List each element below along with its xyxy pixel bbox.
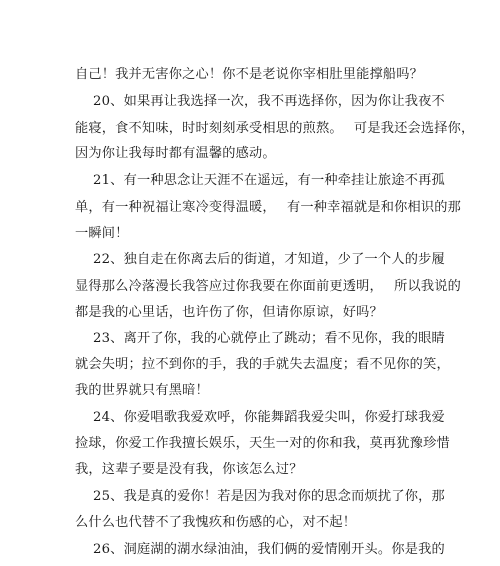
text-line: 22、独自走在你离去后的街道，才知道，少了一个人的步履 (93, 252, 445, 267)
text-line: 23、离开了你，我的心就停止了跳动；看不见你，我的眼睛 (93, 331, 445, 346)
text-line: 自己！我并无害你之心！你不是老说你宰相肚里能撑船吗？ (75, 67, 424, 82)
text-line: 捡球，你爱工作我擅长娱乐，天生一对的你和我，莫再犹豫珍惜 (75, 436, 450, 451)
text-line: 就会失明；拉不到你的手，我的手就失去温度；看不见你的笑， (75, 357, 450, 372)
text-line: 因为你让我每时都有温馨的感动。 (75, 146, 276, 161)
text-line: 能寝，食不知味，时时刻刻承受相思的煎熬。 可是我还会选择你， (75, 121, 475, 136)
text-line: 显得那么冷落漫长我答应过你我要在你面前更透明， 所以我说的 (75, 279, 462, 294)
text-line: 都是我的心里话，也许伤了你，但请你原谅，好吗？ (75, 305, 383, 320)
text-line: 25、我是真的爱你！若是因为我对你的思念而烦扰了你，那 (93, 489, 445, 504)
text-line: 我的世界就只有黑暗！ (75, 383, 209, 398)
text-line: 24、你爱唱歌我爱欢呼，你能舞蹈我爱尖叫，你爱打球我爱 (93, 410, 445, 425)
text-line: 单，有一种祝福让寒冷变得温暖， 有一种幸福就是和你相识的那 (75, 200, 462, 215)
text-line: 20、如果再让我选择一次，我不再选择你，因为你让我夜不 (93, 94, 445, 109)
text-line: 26、洞庭湖的湖水绿油油，我们俩的爱情刚开头。你是我的 (93, 542, 445, 557)
text-line: 么什么也代替不了我愧疚和伤感的心，对不起！ (75, 515, 357, 530)
text-line: 一瞬间！ (75, 226, 129, 241)
text-line: 21、有一种思念让天涯不在遥远，有一种牵挂让旅途不再孤 (93, 173, 445, 188)
text-line: 我，这辈子要是没有我，你该怎么过？ (75, 462, 303, 477)
